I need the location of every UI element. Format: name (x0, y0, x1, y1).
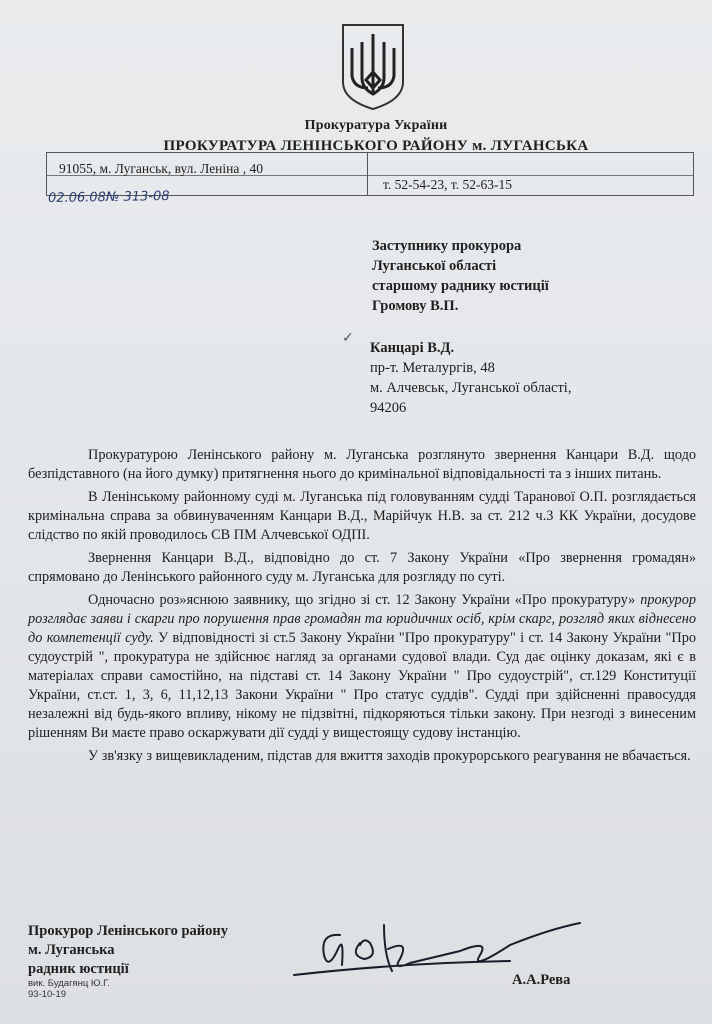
executor-name: вик. Будагянц Ю.Г. (28, 978, 110, 989)
addressee-line: м. Алчевськ, Луганської області, (370, 380, 572, 396)
signatory-title-line: радник юстиції (28, 961, 129, 977)
org-address: 91055, м. Луганськ, вул. Леніна , 40 (59, 161, 264, 176)
addressee-line: пр-т. Металургів, 48 (370, 360, 495, 376)
recipient-line: Заступнику прокурора (372, 238, 522, 254)
body-text-span: Одночасно роз»яснюю заявнику, що згідно зі ст. 12 Закону України «Про прокуратуру» (88, 592, 641, 608)
body-italic-span: прокурор розглядає заяви і скарги про порушення прав громадян та юридичних осіб, крім скарг, розгляд яких віднесено до компетенції суду. (28, 592, 696, 646)
body-text-span: У відповідності зі ст.5 Закону України "Про прокуратуру" і ст. 14 Закону України "Про судоустрій ", прокуратура не здійснює нагляд за органами судової влади. Суд дає оцінку доказам, які є в матеріалах справи самостійно, на підставі ст. 14 Закону України " Про судоустрій", ст.129 Конституції України, ст.ст. 1, 3, 6, 11,12,13 Закони України " Про статус суддів". Судді при здійсненні правосуддя незалежні від будь-якого впливу, нікому не підзвітні, підкоряються тільки закону. При незгоді з винесеним рішенням Ви маєте право оскаржувати дії судді у вищестоящу судову інстанцію. (28, 630, 696, 741)
addressee-name: Канцарі В.Д. (370, 340, 455, 356)
body-paragraph: Прокуратурою Ленінського району м. Луганська розглянуто звернення Канцари В.Д. щодо безпідставного (на його думку) притягнення нього до кримінальної відповідальності та з інших питань. (28, 447, 696, 482)
signatory-title (28, 922, 228, 979)
address-box-divider (367, 153, 368, 195)
executor-phone: 93-10-19 (28, 989, 67, 1000)
body-paragraph: У зв'язку з вищевикладеним, підстав для вжиття заходів прокурорського реагування не вбачається. (88, 748, 691, 764)
recipient-line: Луганської області (372, 258, 497, 274)
recipient-line: Громову В.П. (372, 298, 459, 314)
signer-name: А.А.Рева (512, 972, 571, 988)
body-paragraph: В Ленінському районному суді м. Луганська під головуванням судді Таранової О.П. розглядається кримінальна справа за обвинуваченням Канцари В.Д., Марійчук Н.В. за ст. 212 ч.3 КК України, досудове слідство по якій проводилось СВ ПМ Алчевської ОДПІ. (28, 489, 696, 543)
recipient-block (372, 236, 549, 316)
org-name-line2: ПРОКУРАТУРА ЛЕНІНСЬКОГО РАЙОНУ м. ЛУГАНСЬКА (163, 138, 589, 154)
body-paragraph: Звернення Канцари В.Д., відповідно до ст. 7 Закону України «Про звернення громадян» спрямовано до Ленінського районного суду м. Луганська для розгляду по суті. (28, 550, 696, 585)
checkmark-icon: ✓ (342, 331, 354, 346)
org-name-line1: Прокуратура України (304, 118, 448, 133)
letter-body (28, 446, 696, 766)
signatory-title-line: Прокурор Ленінського району (28, 923, 229, 939)
addressee-block (370, 338, 571, 418)
coat-of-arms-emblem (340, 22, 406, 112)
executor-info (28, 978, 110, 1000)
signatory-title-line: м. Луганська (28, 942, 115, 958)
body-paragraph (28, 591, 696, 743)
recipient-line: старшому раднику юстиції (372, 278, 549, 294)
addressee-line: 94206 (370, 400, 407, 416)
org-phones: т. 52-54-23, т. 52-63-15 (383, 177, 513, 192)
registration-number: 02.06.08№ 313-08 (47, 188, 170, 207)
